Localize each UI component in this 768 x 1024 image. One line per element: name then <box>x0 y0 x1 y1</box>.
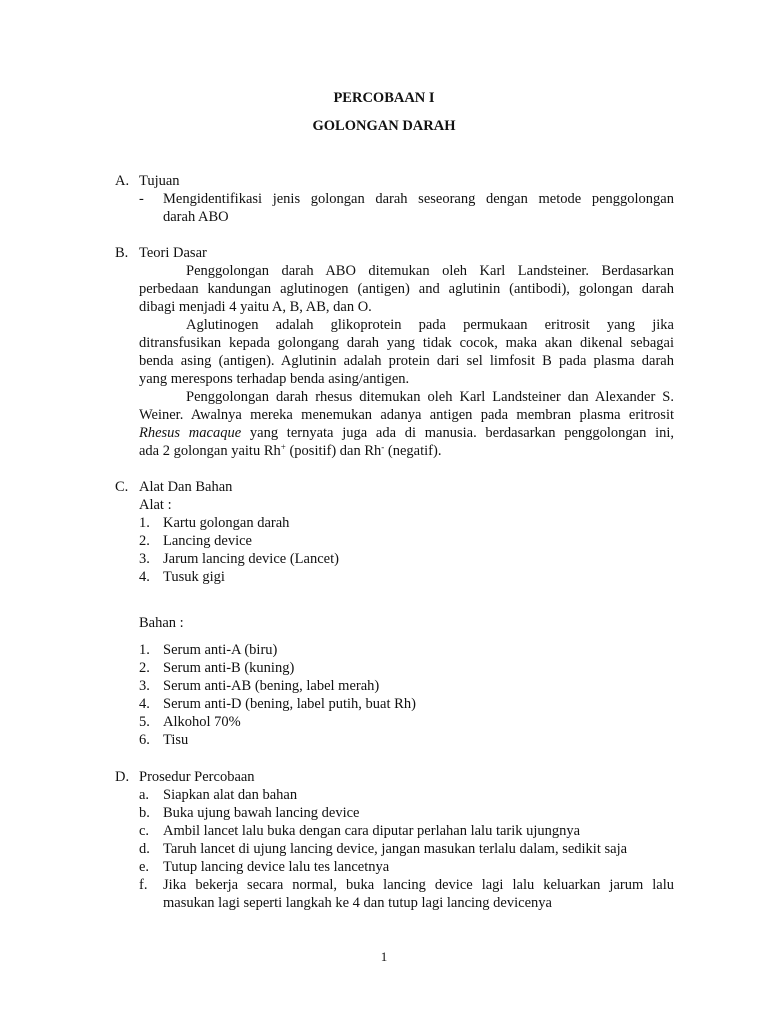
list-item: Serum anti-AB (bening, label merah) <box>163 678 380 694</box>
list-item: Alkohol 70% <box>163 714 241 730</box>
list-number: 4. <box>139 569 150 585</box>
step-item: Jika bekerja secara normal, buka lancing device lagi lalu keluarkan jarum lalu <box>163 877 674 893</box>
section-d-marker: D. <box>115 769 130 785</box>
list-item: Serum anti-B (kuning) <box>163 660 295 676</box>
text-fragment: (positif) dan Rh <box>285 443 382 459</box>
list-item: Tusuk gigi <box>163 569 225 585</box>
list-number: 2. <box>139 533 150 549</box>
superscript-positive: + <box>280 442 286 452</box>
step-letter: a. <box>139 787 150 803</box>
step-letter: f. <box>139 877 148 893</box>
list-number: 2. <box>139 660 150 676</box>
text-fragment: ada 2 golongan yaitu Rh <box>139 443 281 459</box>
step-letter: d. <box>139 841 150 857</box>
list-item: Serum anti-A (biru) <box>163 642 278 658</box>
list-number: 1. <box>139 642 150 658</box>
paragraph-line: yang merespons terhadap benda asing/antigen. <box>139 371 410 387</box>
paragraph-line: Aglutinogen adalah glikoprotein pada permukaan eritrosit yang jika <box>186 317 674 333</box>
list-number: 5. <box>139 714 150 730</box>
step-letter: c. <box>139 823 150 839</box>
step-item: Buka ujung bawah lancing device <box>163 805 360 821</box>
list-number: 3. <box>139 551 150 567</box>
step-item: Ambil lancet lalu buka dengan cara diputar perlahan lalu tarik ujungnya <box>163 823 581 839</box>
list-item: Kartu golongan darah <box>163 515 290 531</box>
paragraph-line: Weiner. Awalnya mereka menemukan adanya antigen pada membran plasma eritrosit <box>139 407 674 423</box>
section-a-text-line: darah ABO <box>163 209 229 225</box>
section-b-heading: Teori Dasar <box>139 245 207 261</box>
paragraph-line: perbedaan kandungan aglutinogen (antigen) and aglutinin (antibodi), golongan darah <box>139 281 674 297</box>
list-item: Lancing device <box>163 533 252 549</box>
step-letter: e. <box>139 859 150 875</box>
paragraph-line: Penggolongan darah rhesus ditemukan oleh Karl Landsteiner dan Alexander S. <box>186 389 674 405</box>
text-fragment: (negatif). <box>384 443 442 459</box>
section-a-text-line: Mengidentifikasi jenis golongan darah seseorang dengan metode penggolongan <box>163 191 674 207</box>
document-subtitle: GOLONGAN DARAH <box>312 118 456 134</box>
paragraph-line: Penggolongan darah ABO ditemukan oleh Karl Landsteiner. Berdasarkan <box>186 263 674 279</box>
paragraph-line-rest: yang ternyata juga ada di manusia. berdasarkan penggolongan ini, <box>241 425 674 441</box>
section-b-marker: B. <box>115 245 129 261</box>
paragraph-line: dibagi menjadi 4 yaitu A, B, AB, dan O. <box>139 299 372 315</box>
alat-label: Alat : <box>139 497 172 513</box>
paragraph-line <box>139 424 674 442</box>
list-item: Jarum lancing device (Lancet) <box>163 551 339 567</box>
species-name-italic: Rhesus macaque <box>139 425 242 441</box>
section-c-marker: C. <box>115 479 129 495</box>
document-title: PERCOBAAN I <box>333 90 435 106</box>
list-number: 4. <box>139 696 150 712</box>
paragraph-line <box>139 442 441 460</box>
paragraph-line: benda asing (antigen). Aglutinin adalah protein dari sel limfosit B pada plasma darah <box>139 353 674 369</box>
list-number: 1. <box>139 515 150 531</box>
section-a-dash: - <box>139 191 144 207</box>
step-item: Tutup lancing device lalu tes lancetnya <box>163 859 390 875</box>
section-d-heading: Prosedur Percobaan <box>139 769 255 785</box>
step-item: Siapkan alat dan bahan <box>163 787 298 803</box>
step-item: Taruh lancet di ujung lancing device, jangan masukan terlalu dalam, sedikit saja <box>163 841 628 857</box>
list-number: 6. <box>139 732 150 748</box>
section-a-marker: A. <box>115 173 130 189</box>
bahan-label: Bahan : <box>139 615 184 631</box>
list-number: 3. <box>139 678 150 694</box>
step-item-continuation: masukan lagi seperti langkah ke 4 dan tutup lagi lancing devicenya <box>163 895 552 911</box>
list-item: Serum anti-D (bening, label putih, buat Rh) <box>163 696 416 712</box>
step-letter: b. <box>139 805 150 821</box>
list-item: Tisu <box>163 732 189 748</box>
superscript-negative: - <box>381 442 385 452</box>
paragraph-line: ditransfusikan kepada golongang darah yang tidak cocok, maka akan dikenal sebagai <box>139 335 674 351</box>
section-c-heading: Alat Dan Bahan <box>139 479 233 495</box>
page-number: 1 <box>380 949 388 964</box>
section-a-heading: Tujuan <box>139 173 180 189</box>
